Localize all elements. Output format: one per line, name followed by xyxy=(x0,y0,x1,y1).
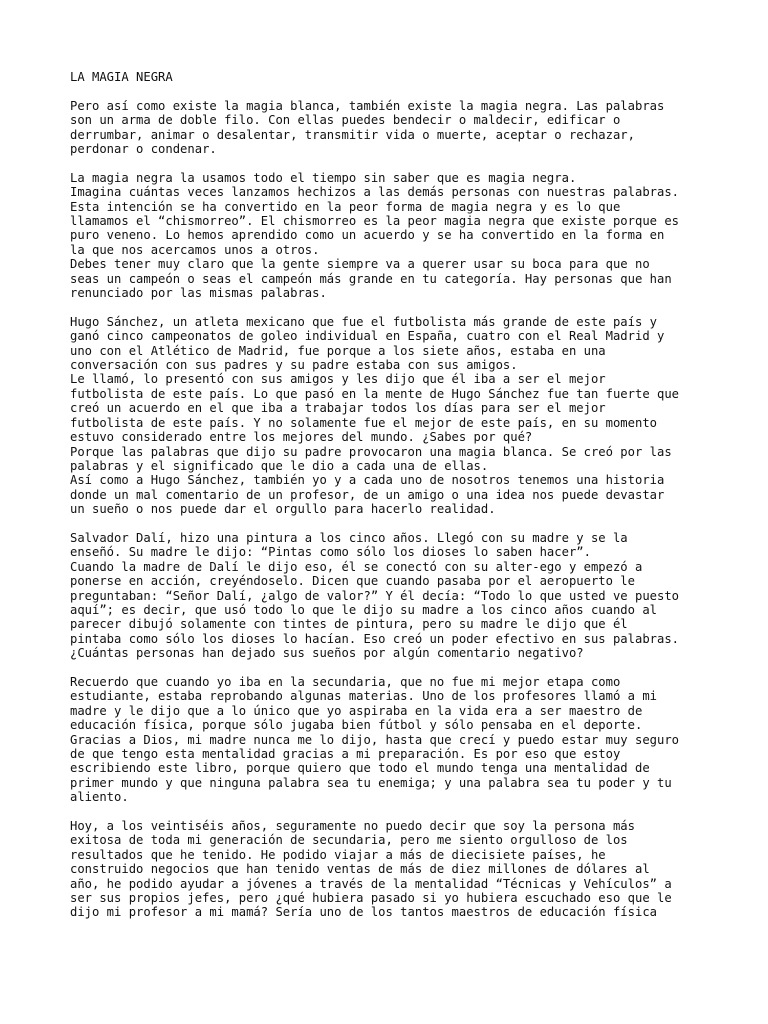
text-line: La magia negra la usamos todo el tiempo sin saber que es magia negra. xyxy=(70,170,577,185)
text-line: pintaba como sólo los dioses lo hacían. Eso creó un poder efectivo en sus palabras. xyxy=(70,631,680,646)
text-line: seas un campeón o seas el campeón más grande en tu categoría. Hay personas que han xyxy=(70,271,672,286)
text-line: puro veneno. Lo hemos aprendido como un acuerdo y se ha convertido en la forma en xyxy=(70,228,665,243)
text-line: Salvador Dalí, hizo una pintura a los cinco años. Llegó con su madre y se la xyxy=(70,530,628,545)
text-line: madre y le dijo que a lo único que yo aspiraba en la vida era a ser maestro de xyxy=(70,703,643,718)
text-line: perdonar o condenar. xyxy=(70,142,217,157)
text-line: creó un acuerdo en el que iba a trabajar todos los días para ser el mejor xyxy=(70,401,606,416)
text-line: escribiendo este libro, porque quiero que todo el mundo tenga una mentalidad de xyxy=(70,761,650,776)
text-line: futbolista de este país. Lo que pasó en la mente de Hugo Sánchez fue tan fuerte que xyxy=(70,386,680,401)
text-line: ¿Cuántas personas han dejado sus sueños por algún comentario negativo? xyxy=(70,646,584,661)
document-body xyxy=(70,99,760,920)
paragraph xyxy=(70,171,760,301)
text-line: exitosa de toda mi generación de secundaria, pero me siento orgulloso de los xyxy=(70,833,628,848)
text-line: ganó cinco campeonatos de goleo individual en España, cuatro con el Real Madrid y xyxy=(70,329,665,344)
text-line: ser sus propios jefes, pero ¿qué hubiera pasado si yo hubiera escuchado eso que le xyxy=(70,891,672,906)
text-line: de que tengo esta mentalidad gracias a mi preparación. Es por eso que estoy xyxy=(70,747,621,762)
text-line: dijo mi profesor a mi mamá? Sería uno de los tantos maestros de educación física xyxy=(70,905,657,920)
text-line: Hoy, a los veintiséis años, seguramente no puedo decir que soy la persona más xyxy=(70,819,635,834)
document-title: LA MAGIA NEGRA xyxy=(70,70,173,84)
text-line: ponerse en acción, creyéndoselo. Dicen que cuando pasaba por el aeropuerto le xyxy=(70,574,635,589)
text-line: parecer dibujó solamente con tintes de pintura, pero su madre le dijo que él xyxy=(70,617,628,632)
text-line: aliento. xyxy=(70,790,129,805)
text-line: Cuando la madre de Dalí le dijo eso, él se conectó con su alter-ego y empezó a xyxy=(70,559,643,574)
text-line: donde un mal comentario de un profesor, de un amigo o una idea nos puede devastar xyxy=(70,487,665,502)
text-line: aquí”; es decir, que usó todo lo que le dijo su madre a los cinco años cuando al xyxy=(70,602,657,617)
text-line: futbolista de este país. Y no solamente fue el mejor de este país, en su momento xyxy=(70,415,657,430)
text-line: enseñó. Su madre le dijo: “Pintas como sólo los dioses lo saben hacer”. xyxy=(70,545,591,560)
paragraph xyxy=(70,99,760,157)
text-line: construido negocios que han tenido ventas de más de diez millones de dólares al xyxy=(70,862,650,877)
text-line: Le llamó, lo presentó con sus amigos y les dijo que él iba a ser el mejor xyxy=(70,372,606,387)
document-page xyxy=(70,70,760,934)
text-line: son un arma de doble filo. Con ellas puedes bendecir o maldecir, edificar o xyxy=(70,113,621,128)
paragraph xyxy=(70,531,760,661)
text-line: Imagina cuántas veces lanzamos hechizos a las demás personas con nuestras palabras. xyxy=(70,185,680,200)
text-line: conversación con sus padres y su padre estaba con sus amigos. xyxy=(70,358,518,373)
text-line: preguntaban: “Señor Dalí, ¿algo de valor?” Y él decía: “Todo lo que usted ve puesto xyxy=(70,588,680,603)
text-line: llamamos el “chismorreo”. El chismorreo es la peor magia negra que existe porque es xyxy=(70,214,680,229)
text-line: educación física, porque sólo jugaba bien fútbol y sólo pensaba en el deporte. xyxy=(70,718,643,733)
text-line: Esta intención se ha convertido en la peor forma de magia negra y es lo que xyxy=(70,199,621,214)
text-line: estudiante, estaba reprobando algunas materias. Uno de los profesores llamó a mi xyxy=(70,689,657,704)
text-line: Pero así como existe la magia blanca, también existe la magia negra. Las palabras xyxy=(70,98,665,113)
text-line: Recuerdo que cuando yo iba en la secundaria, que no fue mi mejor etapa como xyxy=(70,674,621,689)
text-line: Hugo Sánchez, un atleta mexicano que fue el futbolista más grande de este país y xyxy=(70,314,657,329)
text-line: uno con el Atlético de Madrid, fue porque a los siete años, estaba en una xyxy=(70,343,606,358)
text-line: derrumbar, animar o desalentar, transmitir vida o muerte, aceptar o rechazar, xyxy=(70,127,635,142)
text-line: primer mundo y que ninguna palabra sea tu enemiga; y una palabra sea tu poder y tu xyxy=(70,775,672,790)
text-line: palabras y el significado que le dio a cada una de ellas. xyxy=(70,458,489,473)
paragraph xyxy=(70,315,760,517)
text-line: la que nos acercamos unos a otros. xyxy=(70,242,320,257)
paragraph xyxy=(70,675,760,805)
text-line: resultados que he tenido. He podido viajar a más de diecisiete países, he xyxy=(70,847,606,862)
text-line: Porque las palabras que dijo su padre provocaron una magia blanca. Se creó por las xyxy=(70,444,672,459)
text-line: año, he podido ayudar a jóvenes a través de la mentalidad “Técnicas y Vehículos” a xyxy=(70,876,672,891)
text-line: Gracias a Dios, mi madre nunca me lo dijo, hasta que crecí y puedo estar muy seguro xyxy=(70,732,680,747)
text-line: renunciado por las mismas palabras. xyxy=(70,286,327,301)
text-line: Debes tener muy claro que la gente siempre va a querer usar su boca para que no xyxy=(70,257,650,272)
text-line: un sueño o nos puede dar el orgullo para hacerlo realidad. xyxy=(70,502,496,517)
text-line: estuvo considerado entre los mejores del mundo. ¿Sabes por qué? xyxy=(70,430,533,445)
paragraph xyxy=(70,819,760,920)
text-line: Así como a Hugo Sánchez, también yo y a cada uno de nosotros tenemos una historia xyxy=(70,473,665,488)
